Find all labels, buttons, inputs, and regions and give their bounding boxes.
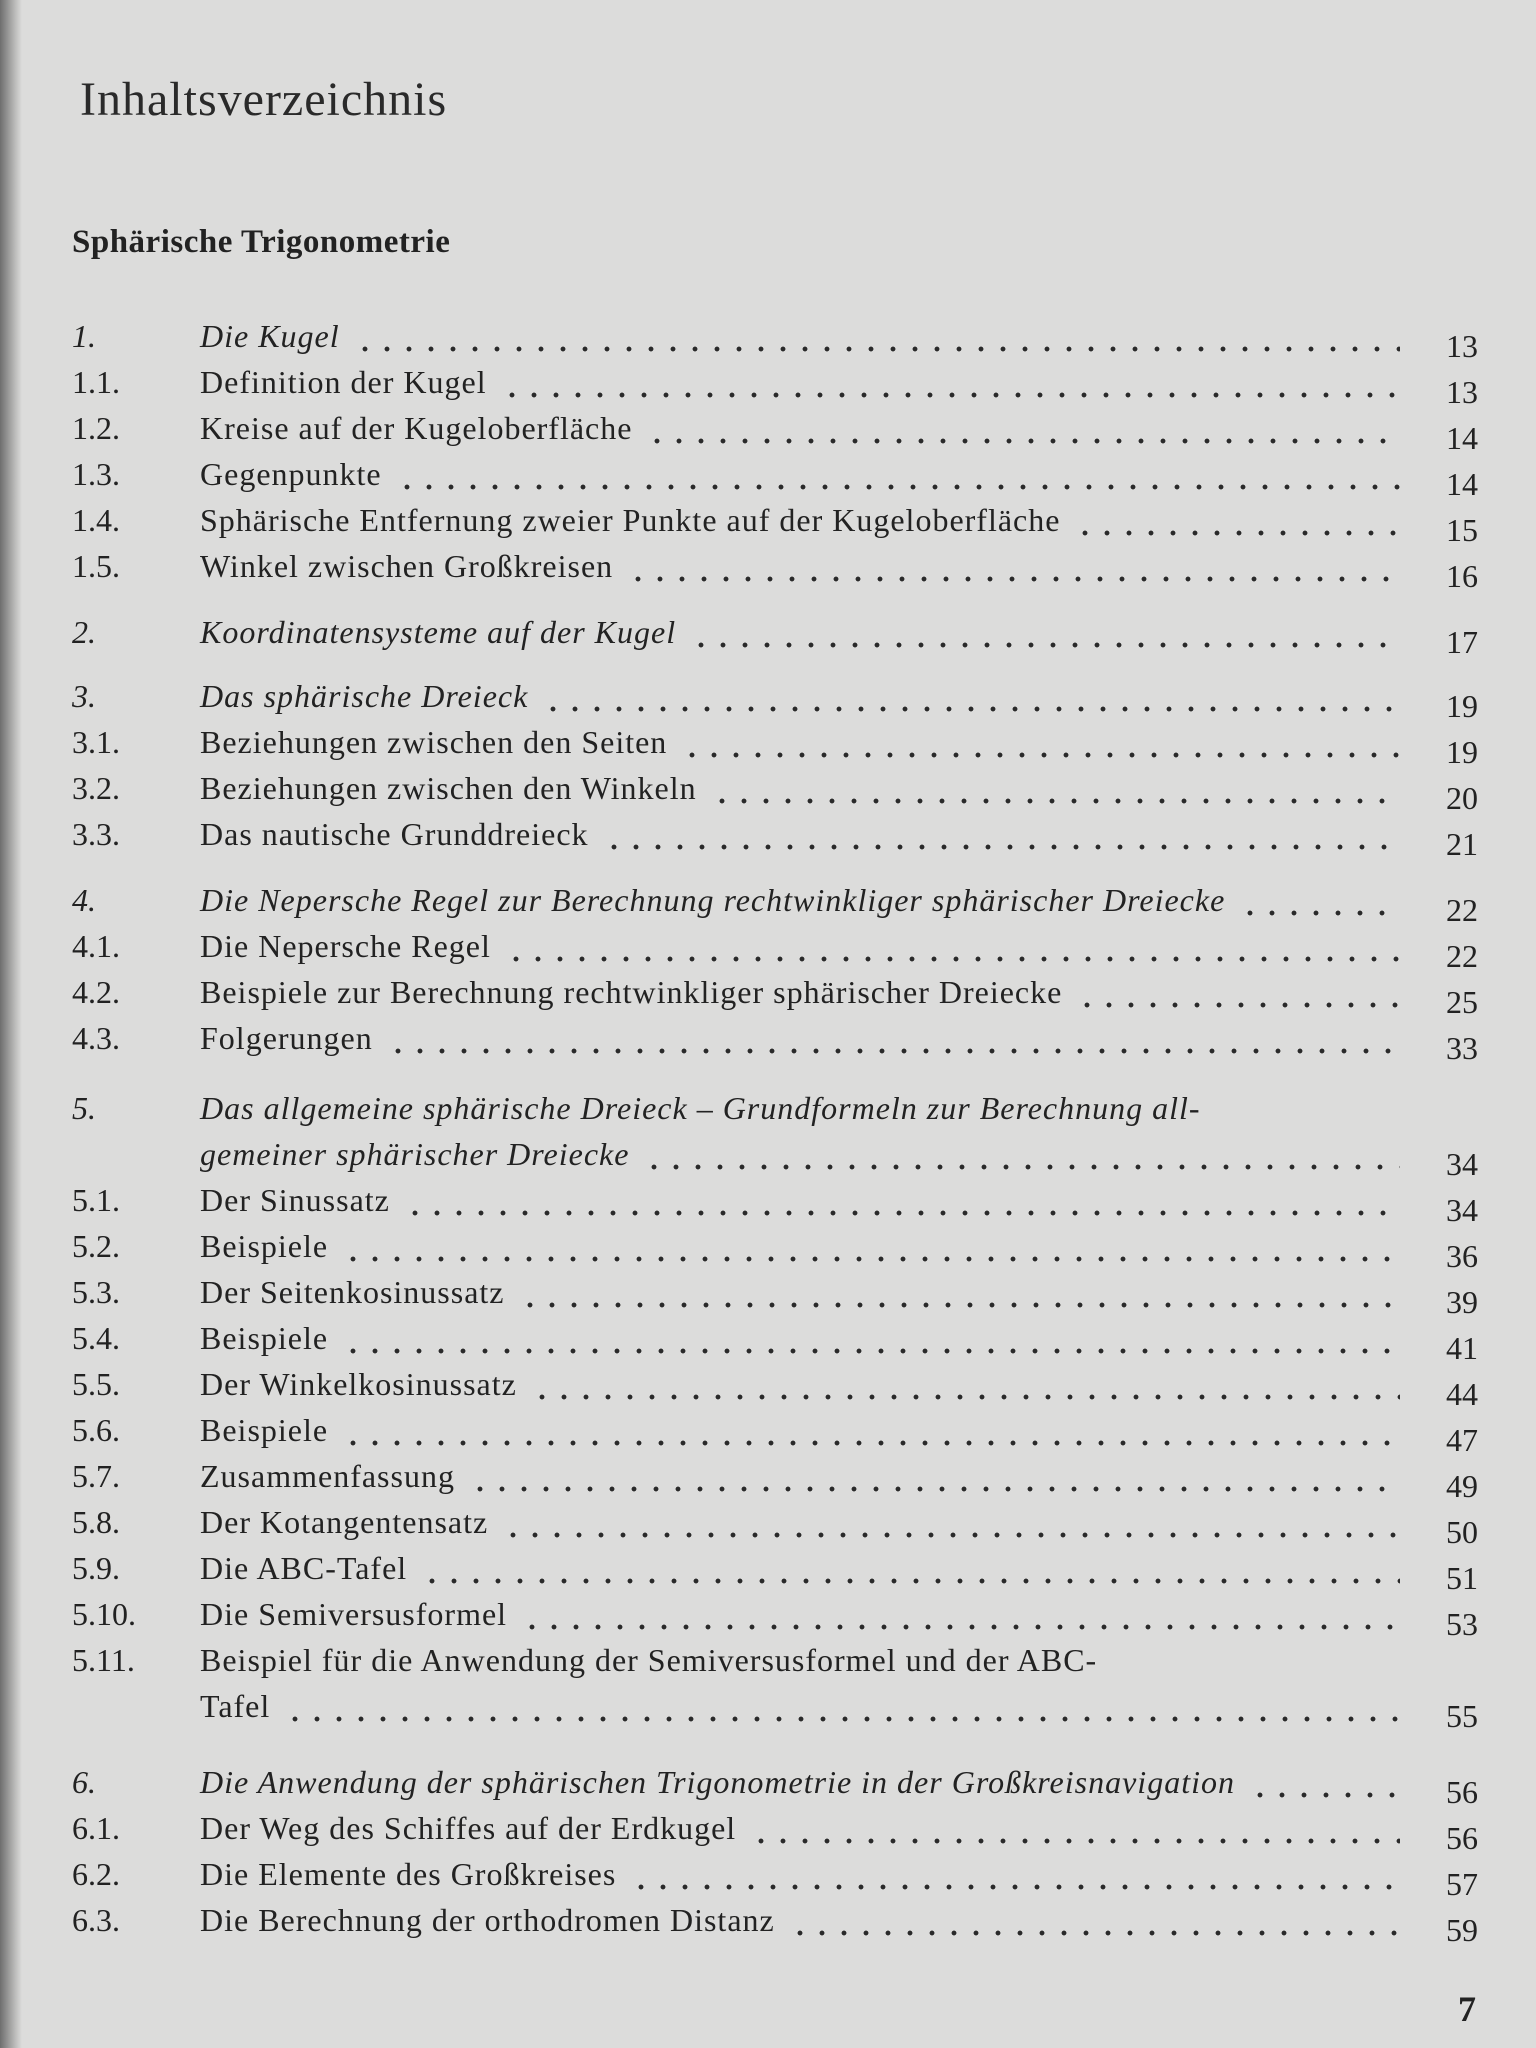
toc-entry-title: Beispiele	[200, 1412, 329, 1448]
toc-dot-leader	[502, 1531, 1400, 1539]
toc-entry-title: Die ABC-Tafel	[200, 1550, 408, 1586]
toc-dot-leader	[1074, 529, 1400, 537]
toc-entry-title: Die Kugel	[200, 318, 340, 354]
toc-entry-title: Beziehungen zwischen den Seiten	[200, 724, 668, 760]
toc-entry-page: 36	[1446, 1238, 1478, 1274]
toc-entry-number: 4.1.	[72, 928, 120, 964]
toc-entry-title: Gegenpunkte	[200, 456, 382, 492]
toc-dot-leader	[1076, 1001, 1400, 1009]
toc-dot-leader	[387, 1047, 1400, 1055]
toc-dot-leader	[646, 437, 1400, 445]
toc-entry-page: 25	[1446, 984, 1478, 1020]
toc-entry-number: 6.3.	[72, 1902, 120, 1938]
toc-dot-leader	[630, 1883, 1400, 1891]
toc-entry-number: 5.11.	[72, 1642, 135, 1678]
toc-entry-title: Zusammenfassung	[200, 1458, 455, 1494]
toc-entry-title: Beispiele	[200, 1320, 329, 1356]
toc-dot-leader	[1249, 1791, 1400, 1799]
toc-entry-title: Das sphärische Dreieck	[200, 678, 529, 714]
toc-entry-number: 3.2.	[72, 770, 120, 806]
toc-entry-number: 5.2.	[72, 1228, 120, 1264]
toc-entry-page: 21	[1446, 826, 1478, 862]
toc-dot-leader	[789, 1929, 1400, 1937]
toc-entry-title: Beziehungen zwischen den Winkeln	[200, 770, 697, 806]
toc-entry-number: 5.5.	[72, 1366, 120, 1402]
toc-entry-page: 34	[1446, 1192, 1478, 1228]
toc-entry-title-continued: gemeiner sphärischer Dreiecke	[200, 1136, 630, 1172]
toc-dot-leader	[354, 345, 1400, 353]
toc-entry-number: 1.3.	[72, 456, 120, 492]
toc-entry-title: Der Winkelkosinussatz	[200, 1366, 517, 1402]
toc-entry-page: 13	[1446, 374, 1478, 410]
toc-entry-number: 5.4.	[72, 1320, 120, 1356]
toc-entry-number: 4.2.	[72, 974, 120, 1010]
toc-dot-leader	[284, 1715, 1400, 1723]
toc-dot-leader	[681, 751, 1400, 759]
toc-entry-title: Die Elemente des Großkreises	[200, 1856, 617, 1892]
toc-entry-title: Die Anwendung der sphärischen Trigonometrie in der Großkreisnavigation	[200, 1764, 1235, 1800]
toc-entry-title: Beispiel für die Anwendung der Semiversusformel und der ABC-	[200, 1642, 1098, 1678]
toc-dot-leader	[627, 575, 1400, 583]
toc-entry-page: 51	[1446, 1560, 1478, 1596]
toc-entry-number: 3.3.	[72, 816, 120, 852]
toc-entry-title: Der Seitenkosinussatz	[200, 1274, 505, 1310]
toc-dot-leader	[750, 1837, 1400, 1845]
toc-entry-page: 19	[1446, 734, 1478, 770]
toc-entry-page: 19	[1446, 688, 1478, 724]
toc-entry-title: Die Semiversusformel	[200, 1596, 508, 1632]
toc-dot-leader	[690, 641, 1400, 649]
toc-dot-leader	[421, 1577, 1400, 1585]
toc-dot-leader	[342, 1255, 1400, 1263]
toc-dot-leader	[711, 797, 1400, 805]
toc-entry-number: 5.8.	[72, 1504, 120, 1540]
toc-entry-number: 2.	[72, 614, 96, 650]
toc-entry-page: 57	[1446, 1866, 1478, 1902]
toc-entry-page: 14	[1446, 466, 1478, 502]
toc-entry-number: 4.3.	[72, 1020, 120, 1056]
toc-entry-number: 1.2.	[72, 410, 120, 446]
toc-dot-leader	[519, 1301, 1401, 1309]
toc-entry-page: 20	[1446, 780, 1478, 816]
toc-entry-title: Das allgemeine sphärische Dreieck – Grundformeln zur Berechnung all-	[200, 1090, 1201, 1126]
toc-entry-title: Das nautische Grunddreieck	[200, 816, 589, 852]
toc-entry-number: 5.9.	[72, 1550, 120, 1586]
toc-dot-leader	[404, 1209, 1400, 1217]
toc-entry-title: Die Nepersche Regel	[200, 928, 491, 964]
toc-entry-number: 6.1.	[72, 1810, 120, 1846]
toc-entry-title: Beispiele zur Berechnung rechtwinkliger sphärischer Dreiecke	[200, 974, 1063, 1010]
toc-entry-title: Der Kotangentensatz	[200, 1504, 489, 1540]
toc-entry-page: 53	[1446, 1606, 1478, 1642]
toc-entry-page: 33	[1446, 1030, 1478, 1066]
toc-entry-page: 13	[1446, 328, 1478, 364]
toc-entry-number: 5.7.	[72, 1458, 120, 1494]
toc-entry-title: Winkel zwischen Großkreisen	[200, 548, 614, 584]
toc-entry-title: Folgerungen	[200, 1020, 373, 1056]
toc-dot-leader	[1239, 909, 1400, 917]
toc-dot-leader	[396, 483, 1400, 491]
toc-entry-page: 56	[1446, 1820, 1478, 1856]
toc-entry-title: Die Nepersche Regel zur Berechnung rechtwinkliger sphärischer Dreiecke	[200, 882, 1226, 918]
toc-entry-page: 49	[1446, 1468, 1478, 1504]
toc-entry-title: Koordinatensysteme auf der Kugel	[200, 614, 677, 650]
toc-dot-leader	[643, 1163, 1400, 1171]
toc-dot-leader	[521, 1623, 1400, 1631]
toc-entry-page: 14	[1446, 420, 1478, 456]
toc-entry-title: Der Weg des Schiffes auf der Erdkugel	[200, 1810, 737, 1846]
toc-dot-leader	[342, 1439, 1400, 1447]
toc-entry-page: 16	[1446, 558, 1478, 594]
toc-entry-page: 22	[1446, 892, 1478, 928]
toc-entry-page: 39	[1446, 1284, 1478, 1320]
toc-entry-title: Sphärische Entfernung zweier Punkte auf der Kugeloberfläche	[200, 502, 1061, 538]
toc-entry-title: Die Berechnung der orthodromen Distanz	[200, 1902, 775, 1938]
toc-entry-page: 56	[1446, 1774, 1478, 1810]
toc-entry-title: Beispiele	[200, 1228, 329, 1264]
toc-dot-leader	[342, 1347, 1400, 1355]
toc-entry-page: 34	[1446, 1146, 1478, 1182]
toc-dot-leader	[531, 1393, 1400, 1401]
toc-entry-title: Kreise auf der Kugeloberfläche	[200, 410, 633, 446]
section-title: Sphärische Trigonometrie	[72, 224, 451, 260]
toc-entry-number: 6.	[72, 1764, 96, 1800]
toc-entry-page: 17	[1446, 624, 1478, 660]
toc-entry-number: 1.4.	[72, 502, 120, 538]
toc-entry-page: 15	[1446, 512, 1478, 548]
toc-entry-number: 1.1.	[72, 364, 120, 400]
toc-entry-page: 44	[1446, 1376, 1478, 1412]
toc-entry-title: Definition der Kugel	[200, 364, 487, 400]
toc-entry-page: 59	[1446, 1912, 1478, 1948]
toc-dot-leader	[501, 391, 1400, 399]
toc-dot-leader	[603, 843, 1400, 851]
toc-dot-leader	[542, 705, 1400, 713]
toc-entry-number: 1.5.	[72, 548, 120, 584]
page-title: Inhaltsverzeichnis	[80, 73, 448, 126]
toc-entry-page: 41	[1446, 1330, 1478, 1366]
toc-entry-number: 1.	[72, 318, 96, 354]
toc-entry-page: 47	[1446, 1422, 1478, 1458]
toc-entry-page: 55	[1446, 1698, 1478, 1734]
toc-entry-page: 22	[1446, 938, 1478, 974]
toc-entry-number: 5.10.	[72, 1596, 136, 1632]
toc-entry-number: 5.6.	[72, 1412, 120, 1448]
toc-entry-number: 3.1.	[72, 724, 120, 760]
toc-entry-number: 3.	[72, 678, 96, 714]
page-number: 7	[1458, 1989, 1476, 2029]
toc-entry-number: 5.	[72, 1090, 96, 1126]
toc-dot-leader	[505, 955, 1400, 963]
toc-entry-number: 4.	[72, 882, 96, 918]
toc-entry-title-continued: Tafel	[200, 1688, 271, 1724]
toc-entry-number: 5.3.	[72, 1274, 120, 1310]
toc-entry-page: 50	[1446, 1514, 1478, 1550]
toc-entry-number: 5.1.	[72, 1182, 120, 1218]
toc-entry-number: 6.2.	[72, 1856, 120, 1892]
toc-entry-title: Der Sinussatz	[200, 1182, 390, 1218]
toc-dot-leader	[469, 1485, 1400, 1493]
